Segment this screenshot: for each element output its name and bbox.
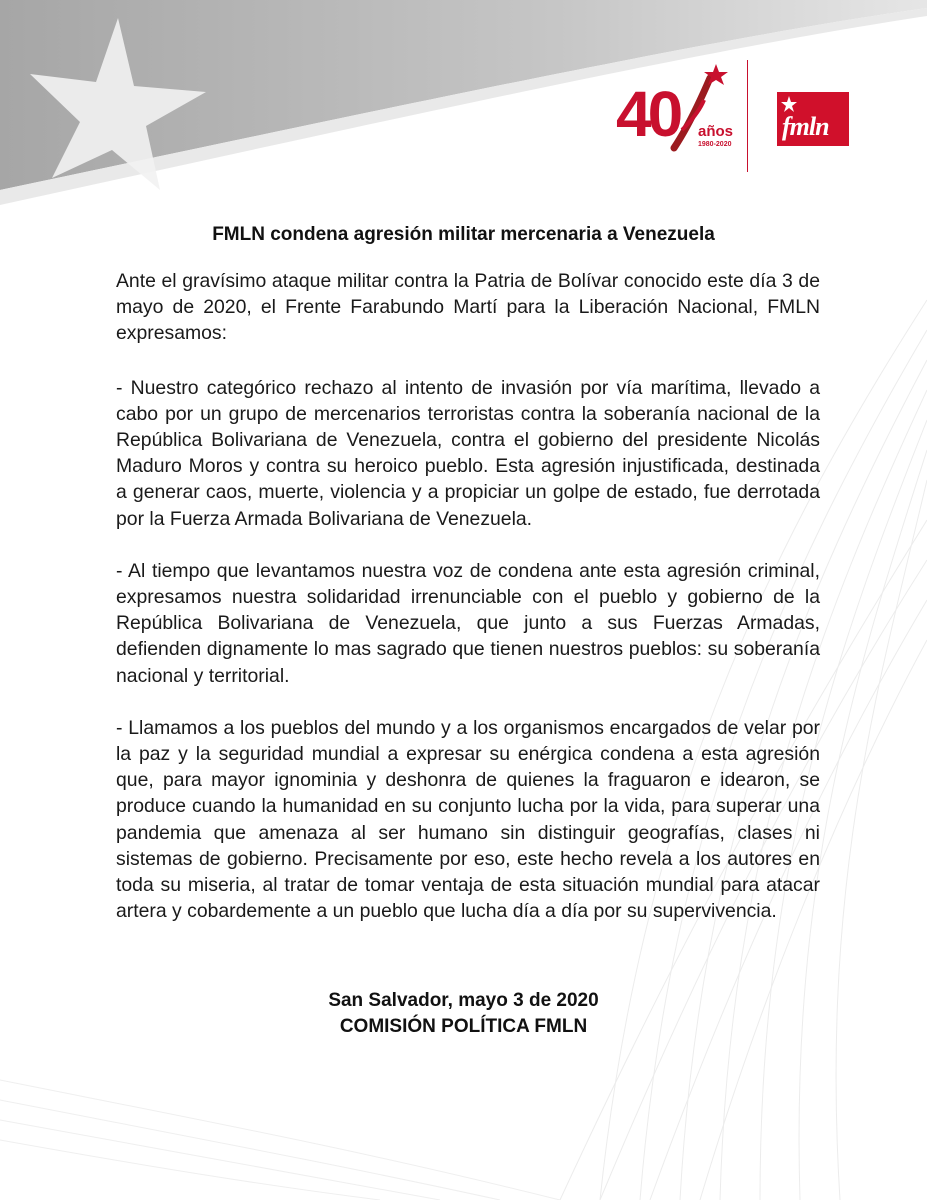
anniversary-word: años — [698, 123, 734, 140]
logo-divider — [747, 60, 748, 172]
anniversary-years: 1980-2020 — [698, 141, 732, 148]
letterhead-logos — [612, 60, 862, 180]
anniversary-number: 40 — [616, 78, 680, 150]
intro-paragraph: Ante el gravísimo ataque militar contra la Patria de Bolívar conocido este día 3 de mayo de 2020, el Frente Farabundo Martí para la Liberación Nacional, FMLN expresamos: — [116, 270, 820, 345]
point-paragraph-2: - Al tiempo que levantamos nuestra voz de condena ante esta agresión criminal, expresamos nuestra solidaridad irrenunciable con el pueblo y gobierno de la República Bolivariana de Venezuela, que junto a sus Fuerzas Armadas, defienden dignamente lo mas sagrado que tienen nuestros pueblos: su soberanía nacional y territorial. — [116, 559, 820, 687]
signature-place-date: San Salvador, mayo 3 de 2020 — [328, 990, 599, 1011]
signature-organization: COMISIÓN POLÍTICA FMLN — [339, 1016, 588, 1037]
document-body — [116, 268, 820, 950]
point-paragraph-3: - Llamamos a los pueblos del mundo y a los organismos encargados de velar por la paz y la seguridad mundial a expresar su enérgica condena a esta agresión que, para mayor ignominia y deshonra de quienes la fraguaron e idearon, se produce cuando la humanidad en su conjunto lucha por la vida, para superar una pandemia que amenaza al ser humano sin distinguir geografías, clases ni sistemas de gobierno. Precisamente por eso, este hecho revela a los autores en toda su miseria, al tratar de tomar ventaja de esta situación mundial para atacar artera y cobardemente a un pueblo que lucha día a día por su supervivencia. — [116, 716, 820, 923]
fmln-logo — [777, 92, 849, 146]
document-title: FMLN condena agresión militar mercenaria a Venezuela — [212, 224, 715, 245]
fmln-wordmark: fmln — [782, 112, 829, 141]
signature-block — [0, 988, 927, 1040]
point-paragraph-1: - Nuestro categórico rechazo al intento de invasión por vía marítima, llevado a cabo por un grupo de mercenarios terroristas contra la soberanía nacional de la República Bolivariana de Venezuela, contra el gobierno del presidente Nicolás Maduro Moros y contra su heroico pueblo. Esta agresión injustificada, destinada a generar caos, muerte, violencia y a propiciar un golpe de estado, fue derrotada por la Fuerza Armada Bolivariana de Venezuela. — [116, 376, 820, 530]
star-icon — [781, 96, 797, 112]
anniversary-logo — [612, 60, 752, 160]
